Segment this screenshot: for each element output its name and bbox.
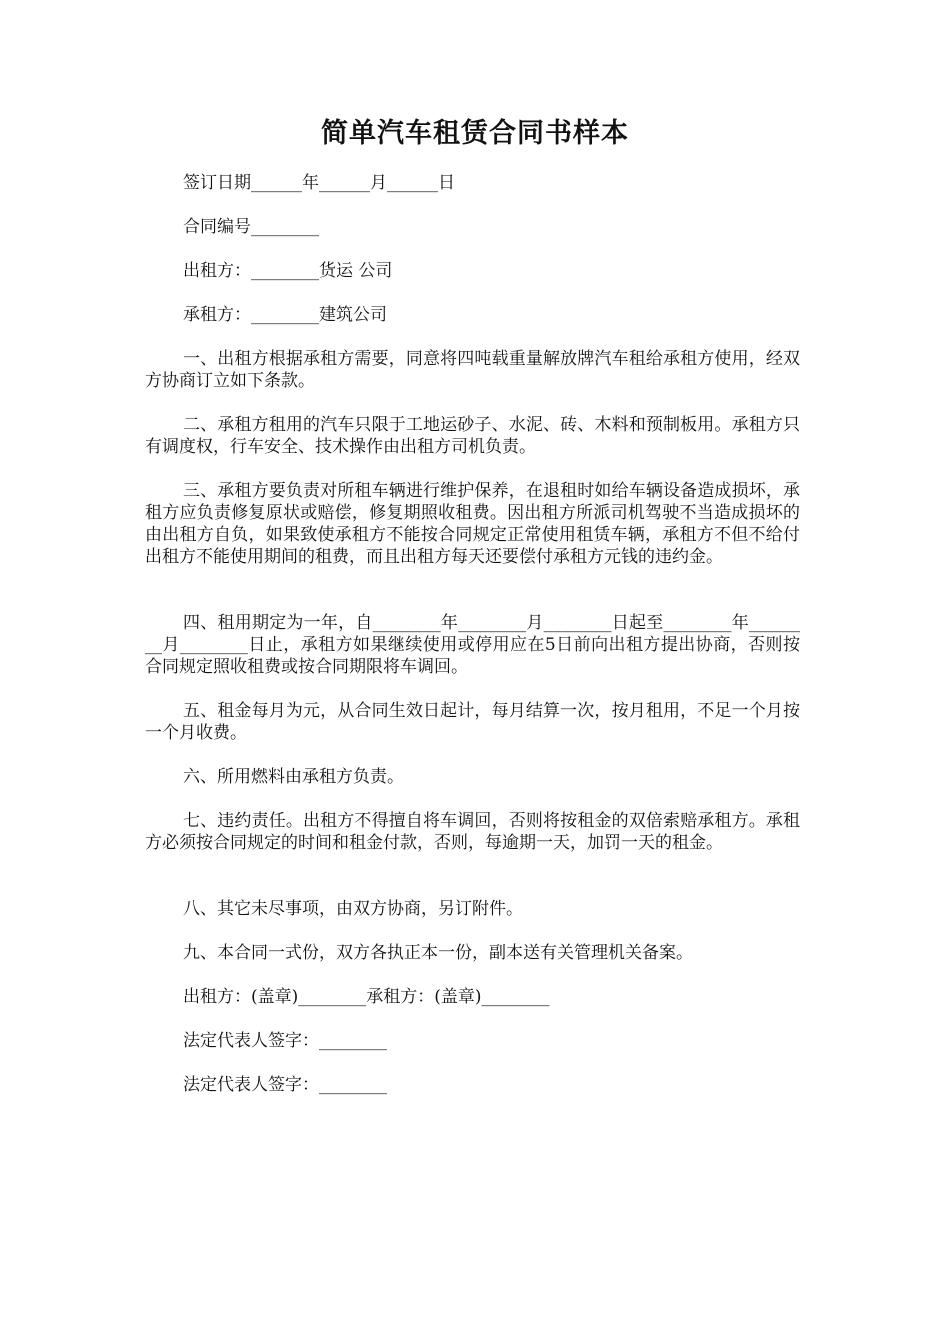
document-title: 简单汽车租赁合同书样本 xyxy=(321,118,629,149)
clause-5: 五、租金每月为元，从合同生效日起计，每月结算一次，按月租用，不足一个月按一个月收费。 xyxy=(145,701,800,743)
sign-date-line: 签订日期______年______月______日 xyxy=(183,173,455,193)
signature-line: 出租方：(盖章)________承租方：(盖章)________ xyxy=(183,987,550,1007)
clause-4: 四、租用期定为一年，自________年________月________日起至________年________月________日止，承租方如果继续使用或停用应在5日前向出租方提出协商，否则按合同规定照收租费或按合同期限将车调回。 xyxy=(145,613,800,677)
legal-rep-signature-1: 法定代表人签字：________ xyxy=(183,1031,387,1051)
lessor-line: 出租方：________货运 公司 xyxy=(183,261,393,281)
lessee-line: 承租方：________建筑公司 xyxy=(183,305,387,325)
clause-1: 一、出租方根据承租方需要，同意将四吨载重量解放牌汽车租给承租方使用，经双方协商订立如下条款。 xyxy=(145,349,800,391)
clause-7: 七、违约责任。出租方不得擅自将车调回，否则将按租金的双倍索赔承租方。承租方必须按合同规定的时间和租金付款，否则，每逾期一天，加罚一天的租金。 xyxy=(145,811,800,853)
clause-2: 二、承租方租用的汽车只限于工地运砂子、水泥、砖、木料和预制板用。承租方只有调度权，行车安全、技术操作由出租方司机负责。 xyxy=(145,415,800,457)
clause-6: 六、所用燃料由承租方负责。 xyxy=(183,767,404,787)
clause-8: 八、其它未尽事项，由双方协商，另订附件。 xyxy=(183,899,523,919)
clause-3: 三、承租方要负责对所租车辆进行维护保养，在退租时如给车辆设备造成损坏，承租方应负责修复原状或赔偿，修复期照收租费。因出租方所派司机驾驶不当造成损坏的由出租方自负，如果致使承租方不能按合同规定正常使用租赁车辆，承租方不但不给付出租方不能使用期间的租费，而且出租方每天还要偿付承租方元钱的违约金。 xyxy=(145,481,800,567)
clause-9: 九、本合同一式份，双方各执正本一份，副本送有关管理机关备案。 xyxy=(183,943,693,963)
legal-rep-signature-2: 法定代表人签字：________ xyxy=(183,1075,387,1095)
contract-number-line: 合同编号________ xyxy=(183,217,319,237)
